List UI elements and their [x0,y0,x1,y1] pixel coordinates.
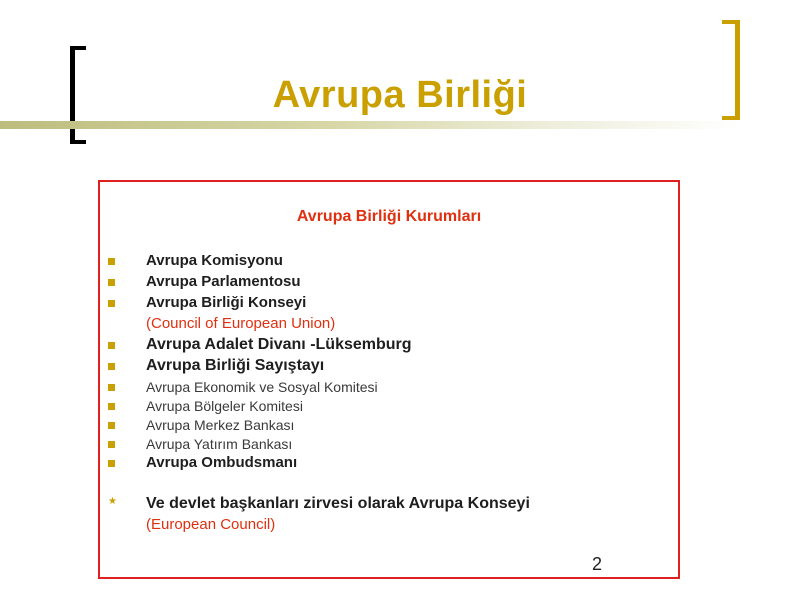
square-bullet-icon [108,363,115,370]
square-bullet-icon [108,258,115,265]
list-item-label: Avrupa Parlamentosu [146,273,301,290]
square-bullet-icon [108,342,115,349]
list-item-label: Avrupa Birliği Konseyi [146,294,307,311]
square-bullet-icon [108,441,115,448]
list-item-label: Avrupa Merkez Bankası [146,417,295,433]
slide-title: Avrupa Birliği [272,74,528,116]
list-item-label: Avrupa Yatırım Bankası [146,436,293,452]
list-item-label: Avrupa Ombudsmanı [146,454,298,471]
square-bullet-icon [108,279,115,286]
highlight-label: Ve devlet başkanları zirvesi olarak Avrupa Konseyi [146,495,530,512]
box-heading: Avrupa Birliği Kurumları [296,208,482,225]
list-item-label: Avrupa Komisyonu [146,252,283,269]
list-item-label: Avrupa Bölgeler Komitesi [146,398,303,414]
list-item-label: Avrupa Ekonomik ve Sosyal Komitesi [146,379,378,395]
square-bullet-icon [108,460,115,467]
list-item-label: Avrupa Adalet Divanı -Lüksemburg [146,336,412,353]
star-bullet-icon: ★ [108,496,117,507]
title-underline-rule [0,121,740,129]
list-item-label: Avrupa Birliği Sayıştayı [146,357,325,374]
list-item-note: (Council of European Union) [146,315,336,332]
page-number: 2 [592,554,603,574]
square-bullet-icon [108,403,115,410]
square-bullet-icon [108,422,115,429]
institutions-box [98,180,680,579]
highlight-note: (European Council) [146,516,276,533]
square-bullet-icon [108,384,115,391]
square-bullet-icon [108,300,115,307]
